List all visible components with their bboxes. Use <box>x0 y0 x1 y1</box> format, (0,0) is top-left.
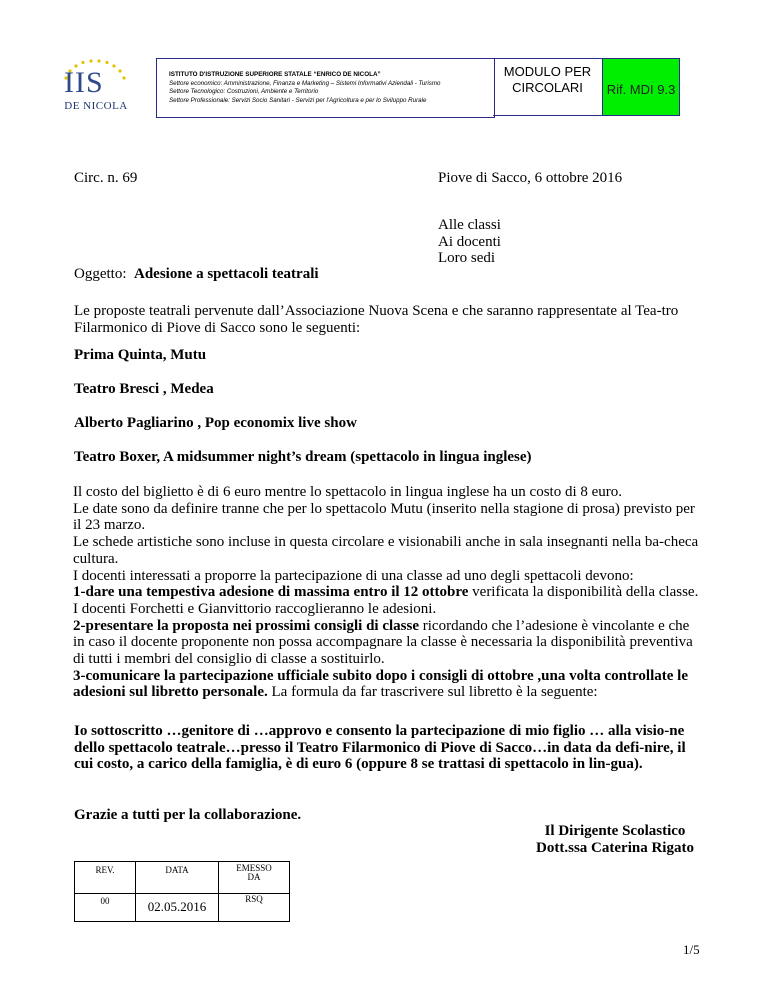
collectors-paragraph: I docenti Forchetti e Gianvittorio raccoglieranno le adesioni. <box>73 600 437 617</box>
date-header: DATA <box>136 862 219 894</box>
sheets-paragraph: Le schede artistiche sono incluse in questa circolare e visionabili anche in sala insegnanti nella ba-checa cultura. <box>73 534 699 567</box>
issued-by-label: EMESSO DA <box>236 863 272 882</box>
signature-name: Dott.ssa Caterina Rigato <box>536 839 694 856</box>
institute-box <box>156 58 495 118</box>
dates-paragraph: Le date sono da definire tranne che per lo spettacolo Mutu (inserito nella stagione di prosa) previsto per il 23 marzo. <box>73 500 695 534</box>
step-1-text: verificata la disponibilità della classe. <box>468 584 699 601</box>
recipient-teachers: Ai docenti <box>438 233 501 250</box>
circular-number: Circ. n. 69 <box>74 170 138 186</box>
recipients <box>438 217 501 267</box>
revision-table <box>74 861 290 922</box>
recipient-classes: Alle classi <box>438 217 501 233</box>
date-value: 02.05.2016 <box>136 894 219 922</box>
show-item: Prima Quinta, Mutu <box>74 347 207 363</box>
sector-professional: Settore Professionale: Servizi Socio Sanitari - Servizi per l'Agricoltura e per lo Sviluppo Rurale <box>169 96 427 104</box>
sector-economic: Settore economico: Amministrazione, Finanza e Marketing – Sistemi Informativi Aziendali - Turismo <box>169 79 441 87</box>
logo-text: IIS <box>64 66 104 99</box>
signature-role: Il Dirigente Scolastico <box>544 823 686 839</box>
form-type-label: MODULO PER CIRCOLARI <box>503 64 592 95</box>
teachers-paragraph: I docenti interessati a proporre la partecipazione di una classe ad uno degli spettacoli devono: <box>73 567 634 584</box>
issued-by-header <box>219 862 290 894</box>
place-date: Piove di Sacco, 6 ottobre 2016 <box>438 170 623 186</box>
logo-subtitle: DE NICOLA <box>64 100 128 112</box>
cost-paragraph: Il costo del biglietto è di 6 euro mentre lo spettacolo in lingua inglese ha un costo di 8 euro. <box>73 484 623 500</box>
step-2 <box>73 618 703 668</box>
form-type-box <box>493 58 603 116</box>
document-header <box>58 58 678 118</box>
step-3 <box>73 668 703 701</box>
consent-formula: Io sottoscritto …genitore di …approvo e consento la partecipazione di mio figlio … alla visio-ne dello spettacolo teatrale…presso il Teatro Filarmonico di Piove di Sacco…in data da defi-nire, il cui costo, a carico della famiglia, è di euro 6 (oppure 8 se trattasi di spettacolo in lin-gua). <box>74 723 686 772</box>
subject-text: Adesione a spettacoli teatrali <box>134 266 319 282</box>
recipient-offices: Loro sedi <box>438 250 496 266</box>
subject-label: Oggetto: <box>74 266 127 282</box>
step-2-bold: 2-presentare la proposta nei prossimi consigli di classe <box>73 617 419 634</box>
subject-line <box>74 266 319 283</box>
signature <box>510 823 720 856</box>
rev-header: REV. <box>75 862 136 894</box>
sector-technological: Settore Tecnologico: Costruzioni, Ambiente e Territorio <box>169 88 319 95</box>
step-3-text: La formula da far trascrivere sul libretto è la seguente: <box>267 684 598 701</box>
issued-by-value: RSQ <box>219 894 290 922</box>
step-3-bold: 3-comunicare la partecipazione ufficiale subito dopo i consigli di ottobre ,una volta controllate le adesioni sul libretto personale. <box>73 667 688 701</box>
reference-box <box>603 58 680 116</box>
rev-value: 00 <box>75 894 136 922</box>
intro-paragraph: Le proposte teatrali pervenute dall’Associazione Nuova Scena e che saranno rappresentate al Tea-tro Filarmonico di Piove di Sacco sono le seguenti: <box>74 303 679 336</box>
page-number: 1/5 <box>683 942 700 957</box>
show-item: Alberto Pagliarino , Pop economix live show <box>74 415 357 431</box>
step-1-bold: 1-dare una tempestiva adesione di massima entro il 12 ottobre <box>73 584 469 601</box>
thanks-line: Grazie a tutti per la collaborazione. <box>74 807 302 823</box>
step-1 <box>73 584 703 601</box>
body-text <box>73 484 703 701</box>
show-item: Teatro Bresci , Medea <box>74 381 214 397</box>
institute-name: ISTITUTO D'ISTRUZIONE SUPERIORE STATALE “ENRICO DE NICOLA” <box>169 71 381 78</box>
school-logo <box>50 58 142 120</box>
reference-label: Rif. MDI 9.3 <box>606 82 676 97</box>
show-item: Teatro Boxer, A midsummer night’s dream (spettacolo in lingua inglese) <box>74 449 532 465</box>
step-2-text: ricordando che l’adesione è vincolante e che in caso il docente proponente non possa accompagnare la classe è necessaria la disponibilità preventiva di tutti i membri del consiglio di classe a sostituirlo. <box>73 617 693 668</box>
